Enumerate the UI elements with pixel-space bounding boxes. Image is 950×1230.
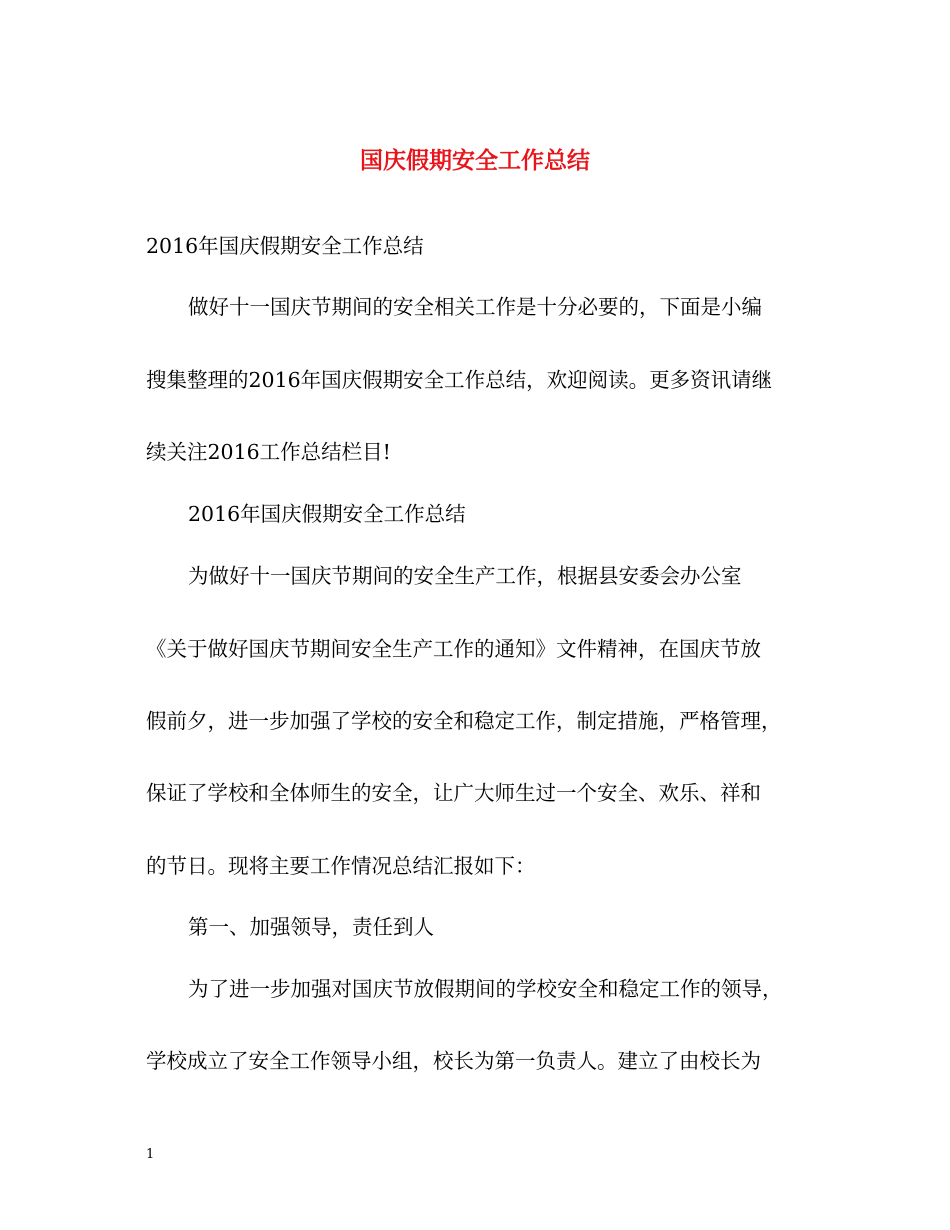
paragraph-line: 做好十一国庆节期间的安全相关工作是十分必要的，下面是小编 (188, 295, 762, 319)
paragraph-line: 的节日。现将主要工作情况总结汇报如下： (146, 854, 536, 878)
paragraph-line: 假前夕，进一步加强了学校的安全和稳定工作，制定措施，严格管理， (146, 709, 782, 733)
paragraph-line: 《关于做好国庆节期间安全生产工作的通知》文件精神，在国庆节放 (146, 637, 761, 661)
subtitle-line: 2016年国庆假期安全工作总结 (146, 234, 424, 258)
paragraph-line: 学校成立了安全工作领导小组，校长为第一负责人。建立了由校长为 (146, 1049, 761, 1073)
paragraph-line: 搜集整理的2016年国庆假期安全工作总结，欢迎阅读。更多资讯请继 (146, 368, 773, 392)
section-heading: 2016年国庆假期安全工作总结 (188, 502, 466, 526)
paragraph-line: 为做好十一国庆节期间的安全生产工作，根据县安委会办公室 (188, 564, 742, 588)
paragraph-line: 续关注2016工作总结栏目! (146, 440, 391, 464)
section-heading: 第一、加强领导，责任到人 (188, 915, 434, 939)
page-number: 1 (146, 1147, 155, 1162)
paragraph-line: 保证了学校和全体师生的安全，让广大师生过一个安全、欢乐、祥和 (146, 781, 761, 805)
document-title: 国庆假期安全工作总结 (360, 147, 590, 174)
paragraph-line: 为了进一步加强对国庆节放假期间的学校安全和稳定工作的领导， (188, 977, 783, 1001)
